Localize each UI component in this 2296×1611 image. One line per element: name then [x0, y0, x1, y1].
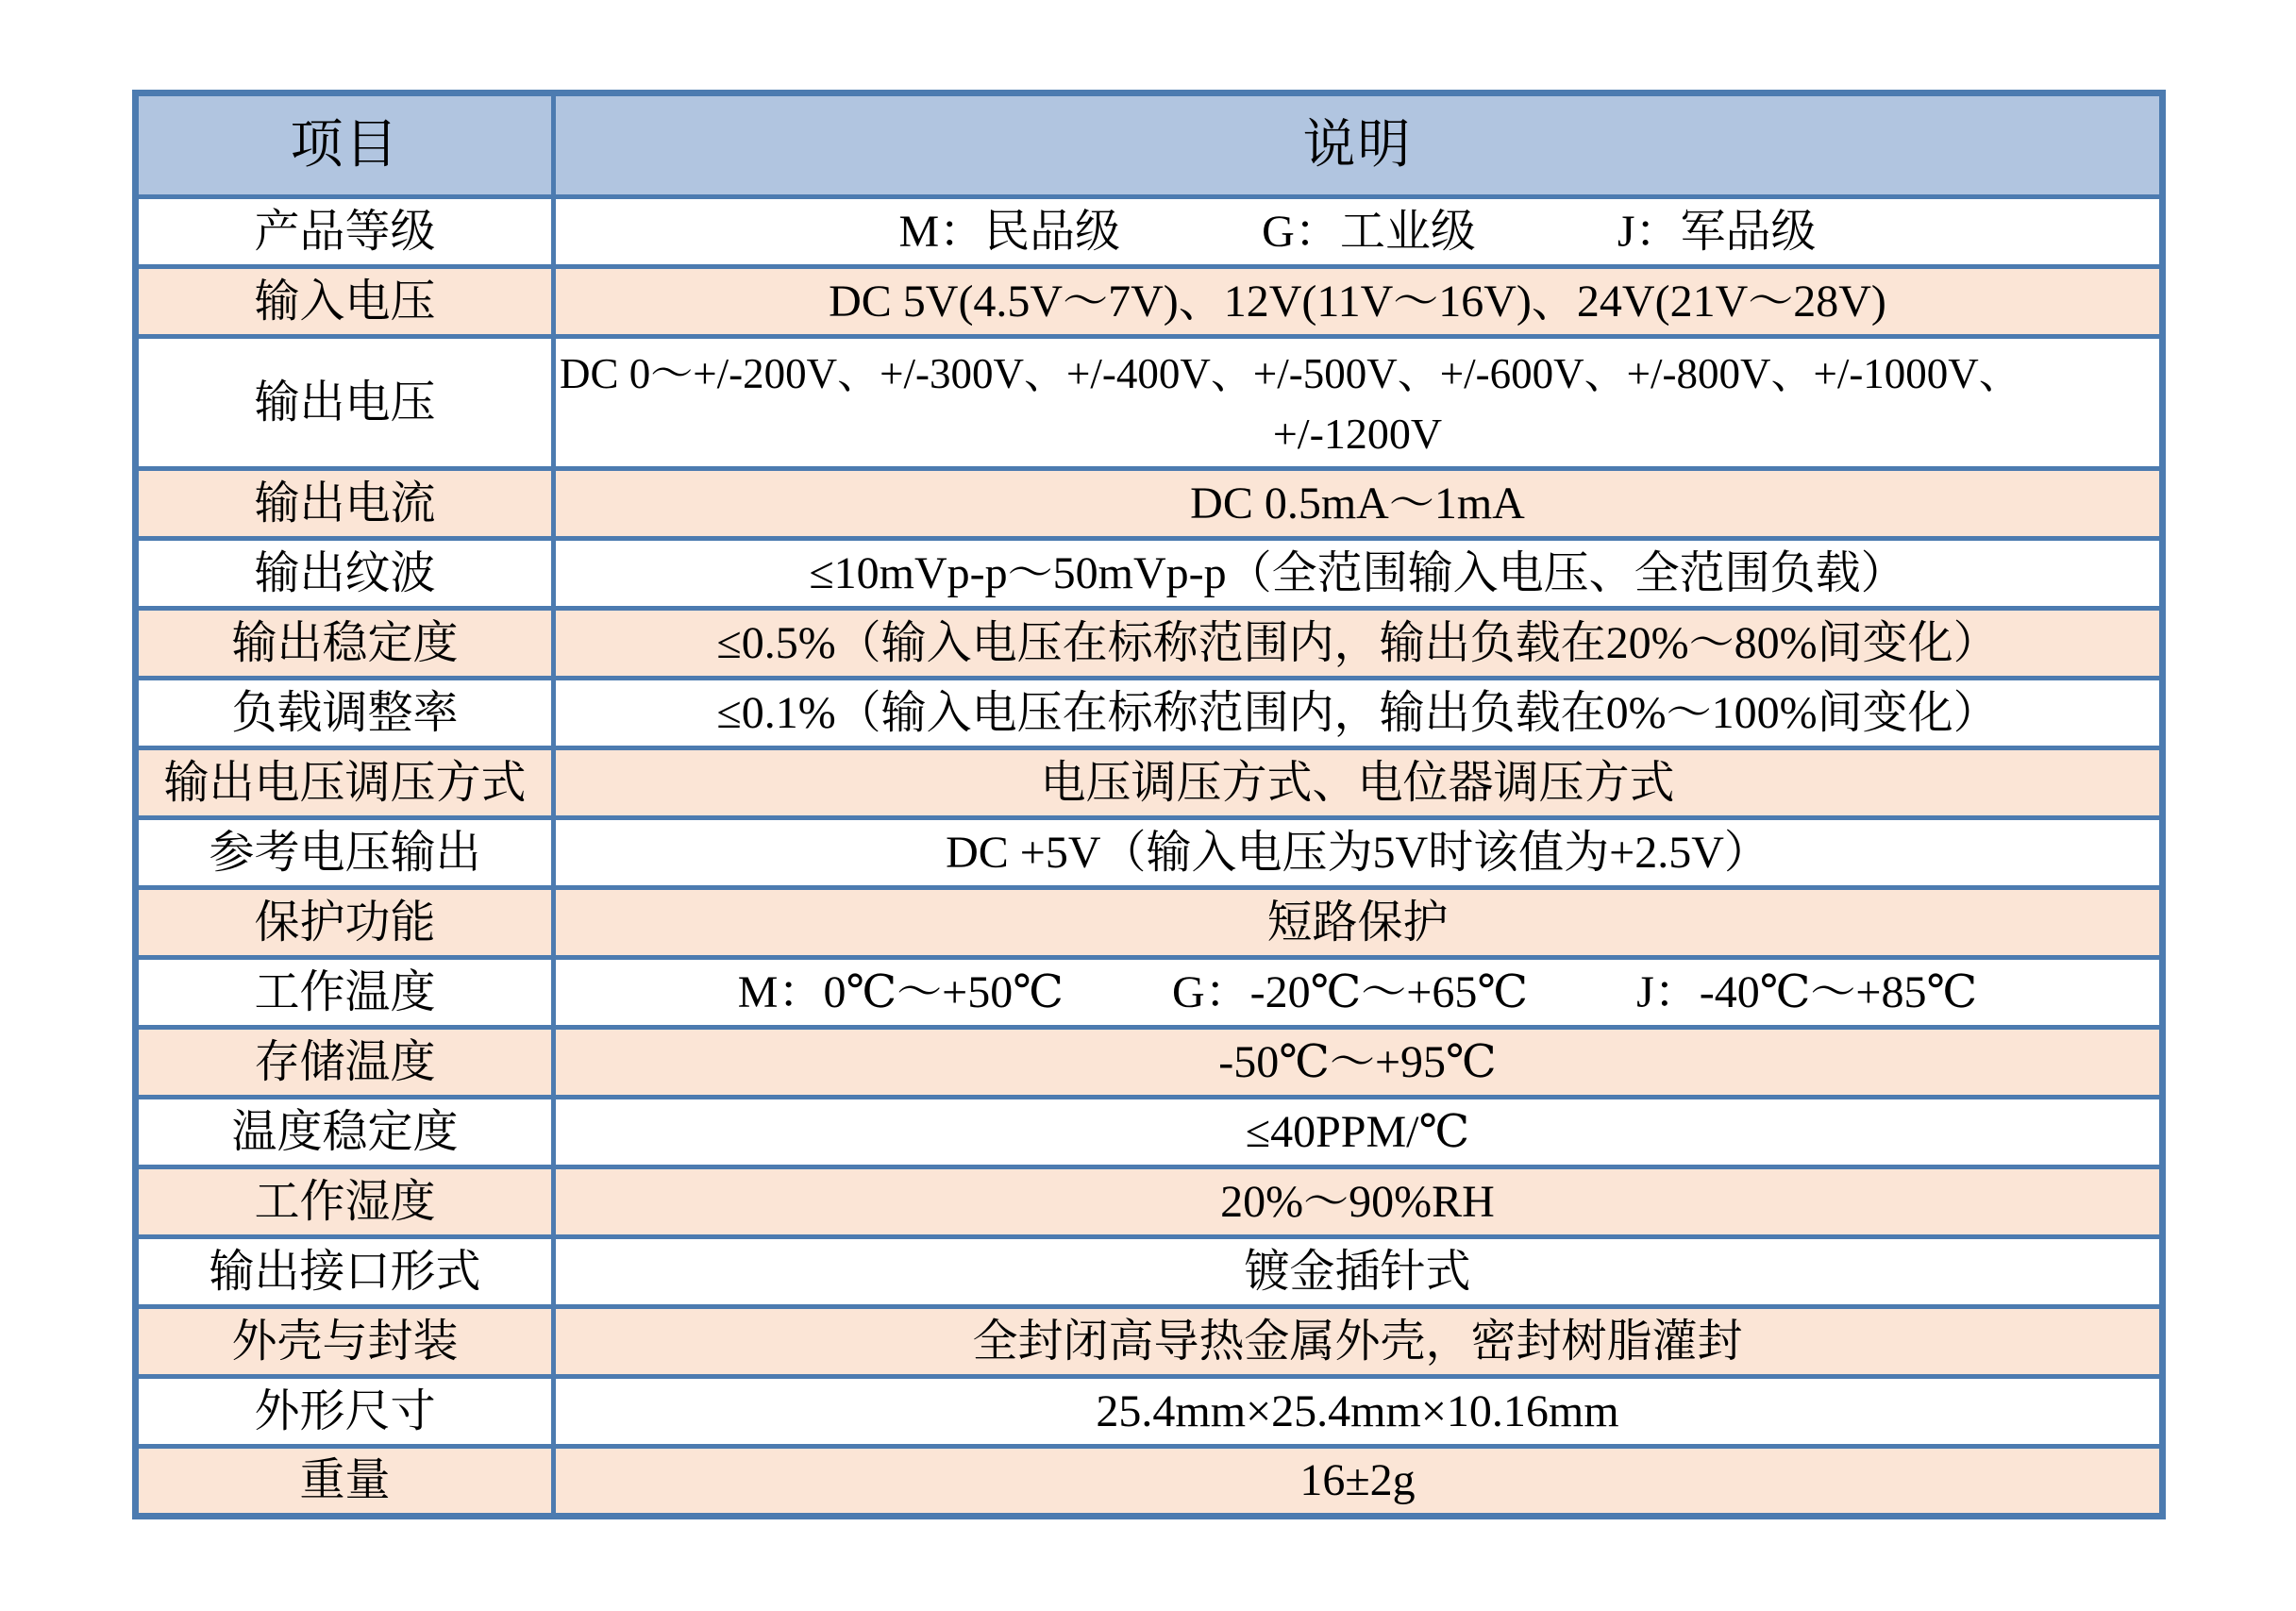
- table-row: [136, 748, 2163, 818]
- row-value: 镀金插针式: [554, 1237, 2163, 1307]
- table-row: [136, 1098, 2163, 1167]
- row-label: 输出电流: [136, 469, 554, 539]
- table-row: [136, 1307, 2163, 1377]
- temp-range-g: G：-20℃～+65℃: [1171, 966, 1529, 1017]
- table-row: [136, 888, 2163, 958]
- row-value: ≤0.1%（输入电压在标称范围内，输出负载在0%～100%间变化）: [554, 679, 2163, 748]
- row-label: 存储温度: [136, 1028, 554, 1098]
- row-label: 输出电压: [136, 337, 554, 469]
- table-row: [136, 539, 2163, 609]
- row-label: 保护功能: [136, 888, 554, 958]
- row-label: 负载调整率: [136, 679, 554, 748]
- row-value: 20%～90%RH: [554, 1167, 2163, 1237]
- row-value: DC 0.5mA～1mA: [554, 469, 2163, 539]
- row-label: 重量: [136, 1447, 554, 1517]
- row-value: 16±2g: [554, 1447, 2163, 1517]
- header-cell-description: 说明: [554, 93, 2163, 197]
- row-value: [554, 337, 2163, 469]
- row-value: -50℃～+95℃: [554, 1028, 2163, 1098]
- table-header-row: [136, 93, 2163, 197]
- row-label: 输出接口形式: [136, 1237, 554, 1307]
- table-row: [136, 679, 2163, 748]
- row-label: 输出稳定度: [136, 609, 554, 679]
- table-row: [136, 197, 2163, 267]
- table-row: [136, 958, 2163, 1028]
- row-value: 短路保护: [554, 888, 2163, 958]
- row-value: [554, 958, 2163, 1028]
- row-label: 温度稳定度: [136, 1098, 554, 1167]
- table-row: [136, 1377, 2163, 1447]
- table-row: [136, 1447, 2163, 1517]
- row-value: DC 5V(4.5V～7V)、12V(11V～16V)、24V(21V～28V): [554, 267, 2163, 337]
- table-row: [136, 609, 2163, 679]
- table-row: [136, 267, 2163, 337]
- table-row: [136, 1028, 2163, 1098]
- row-value: 全封闭高导热金属外壳，密封树脂灌封: [554, 1307, 2163, 1377]
- row-value: ≤40PPM/℃: [554, 1098, 2163, 1167]
- row-value: ≤0.5%（输入电压在标称范围内，输出负载在20%～80%间变化）: [554, 609, 2163, 679]
- table-row: [136, 337, 2163, 469]
- header-cell-item: 项目: [136, 93, 554, 197]
- temp-range-j: J：-40℃～+85℃: [1636, 966, 1978, 1017]
- row-value: 25.4mm×25.4mm×10.16mm: [554, 1377, 2163, 1447]
- row-value: ≤10mVp-p～50mVp-p（全范围输入电压、全范围负载）: [554, 539, 2163, 609]
- spec-table: [132, 90, 2166, 1519]
- output-voltage-line1: DC 0～+/-200V、+/-300V、+/-400V、+/-500V、+/-600V、+/-800V、+/-1000V、: [560, 349, 2021, 397]
- row-label: 输出纹波: [136, 539, 554, 609]
- table-row: [136, 818, 2163, 888]
- row-value: 电压调压方式、电位器调压方式: [554, 748, 2163, 818]
- row-label: 产品等级: [136, 197, 554, 267]
- row-label: 外形尺寸: [136, 1377, 554, 1447]
- row-value: [554, 197, 2163, 267]
- temp-range-m: M：0℃～+50℃: [737, 966, 1064, 1017]
- table-row: [136, 1237, 2163, 1307]
- row-label: 工作湿度: [136, 1167, 554, 1237]
- row-value: DC +5V（输入电压为5V时该值为+2.5V）: [554, 818, 2163, 888]
- row-label: 外壳与封装: [136, 1307, 554, 1377]
- row-label: 输入电压: [136, 267, 554, 337]
- row-label: 参考电压输出: [136, 818, 554, 888]
- grade-g: G：工业级: [1262, 206, 1476, 257]
- row-label: 输出电压调压方式: [136, 748, 554, 818]
- table-row: [136, 1167, 2163, 1237]
- table-row: [136, 469, 2163, 539]
- output-voltage-line2: +/-1200V: [1272, 409, 1443, 458]
- row-label: 工作温度: [136, 958, 554, 1028]
- grade-j: J：军品级: [1617, 206, 1817, 257]
- grade-m: M：民品级: [898, 206, 1121, 257]
